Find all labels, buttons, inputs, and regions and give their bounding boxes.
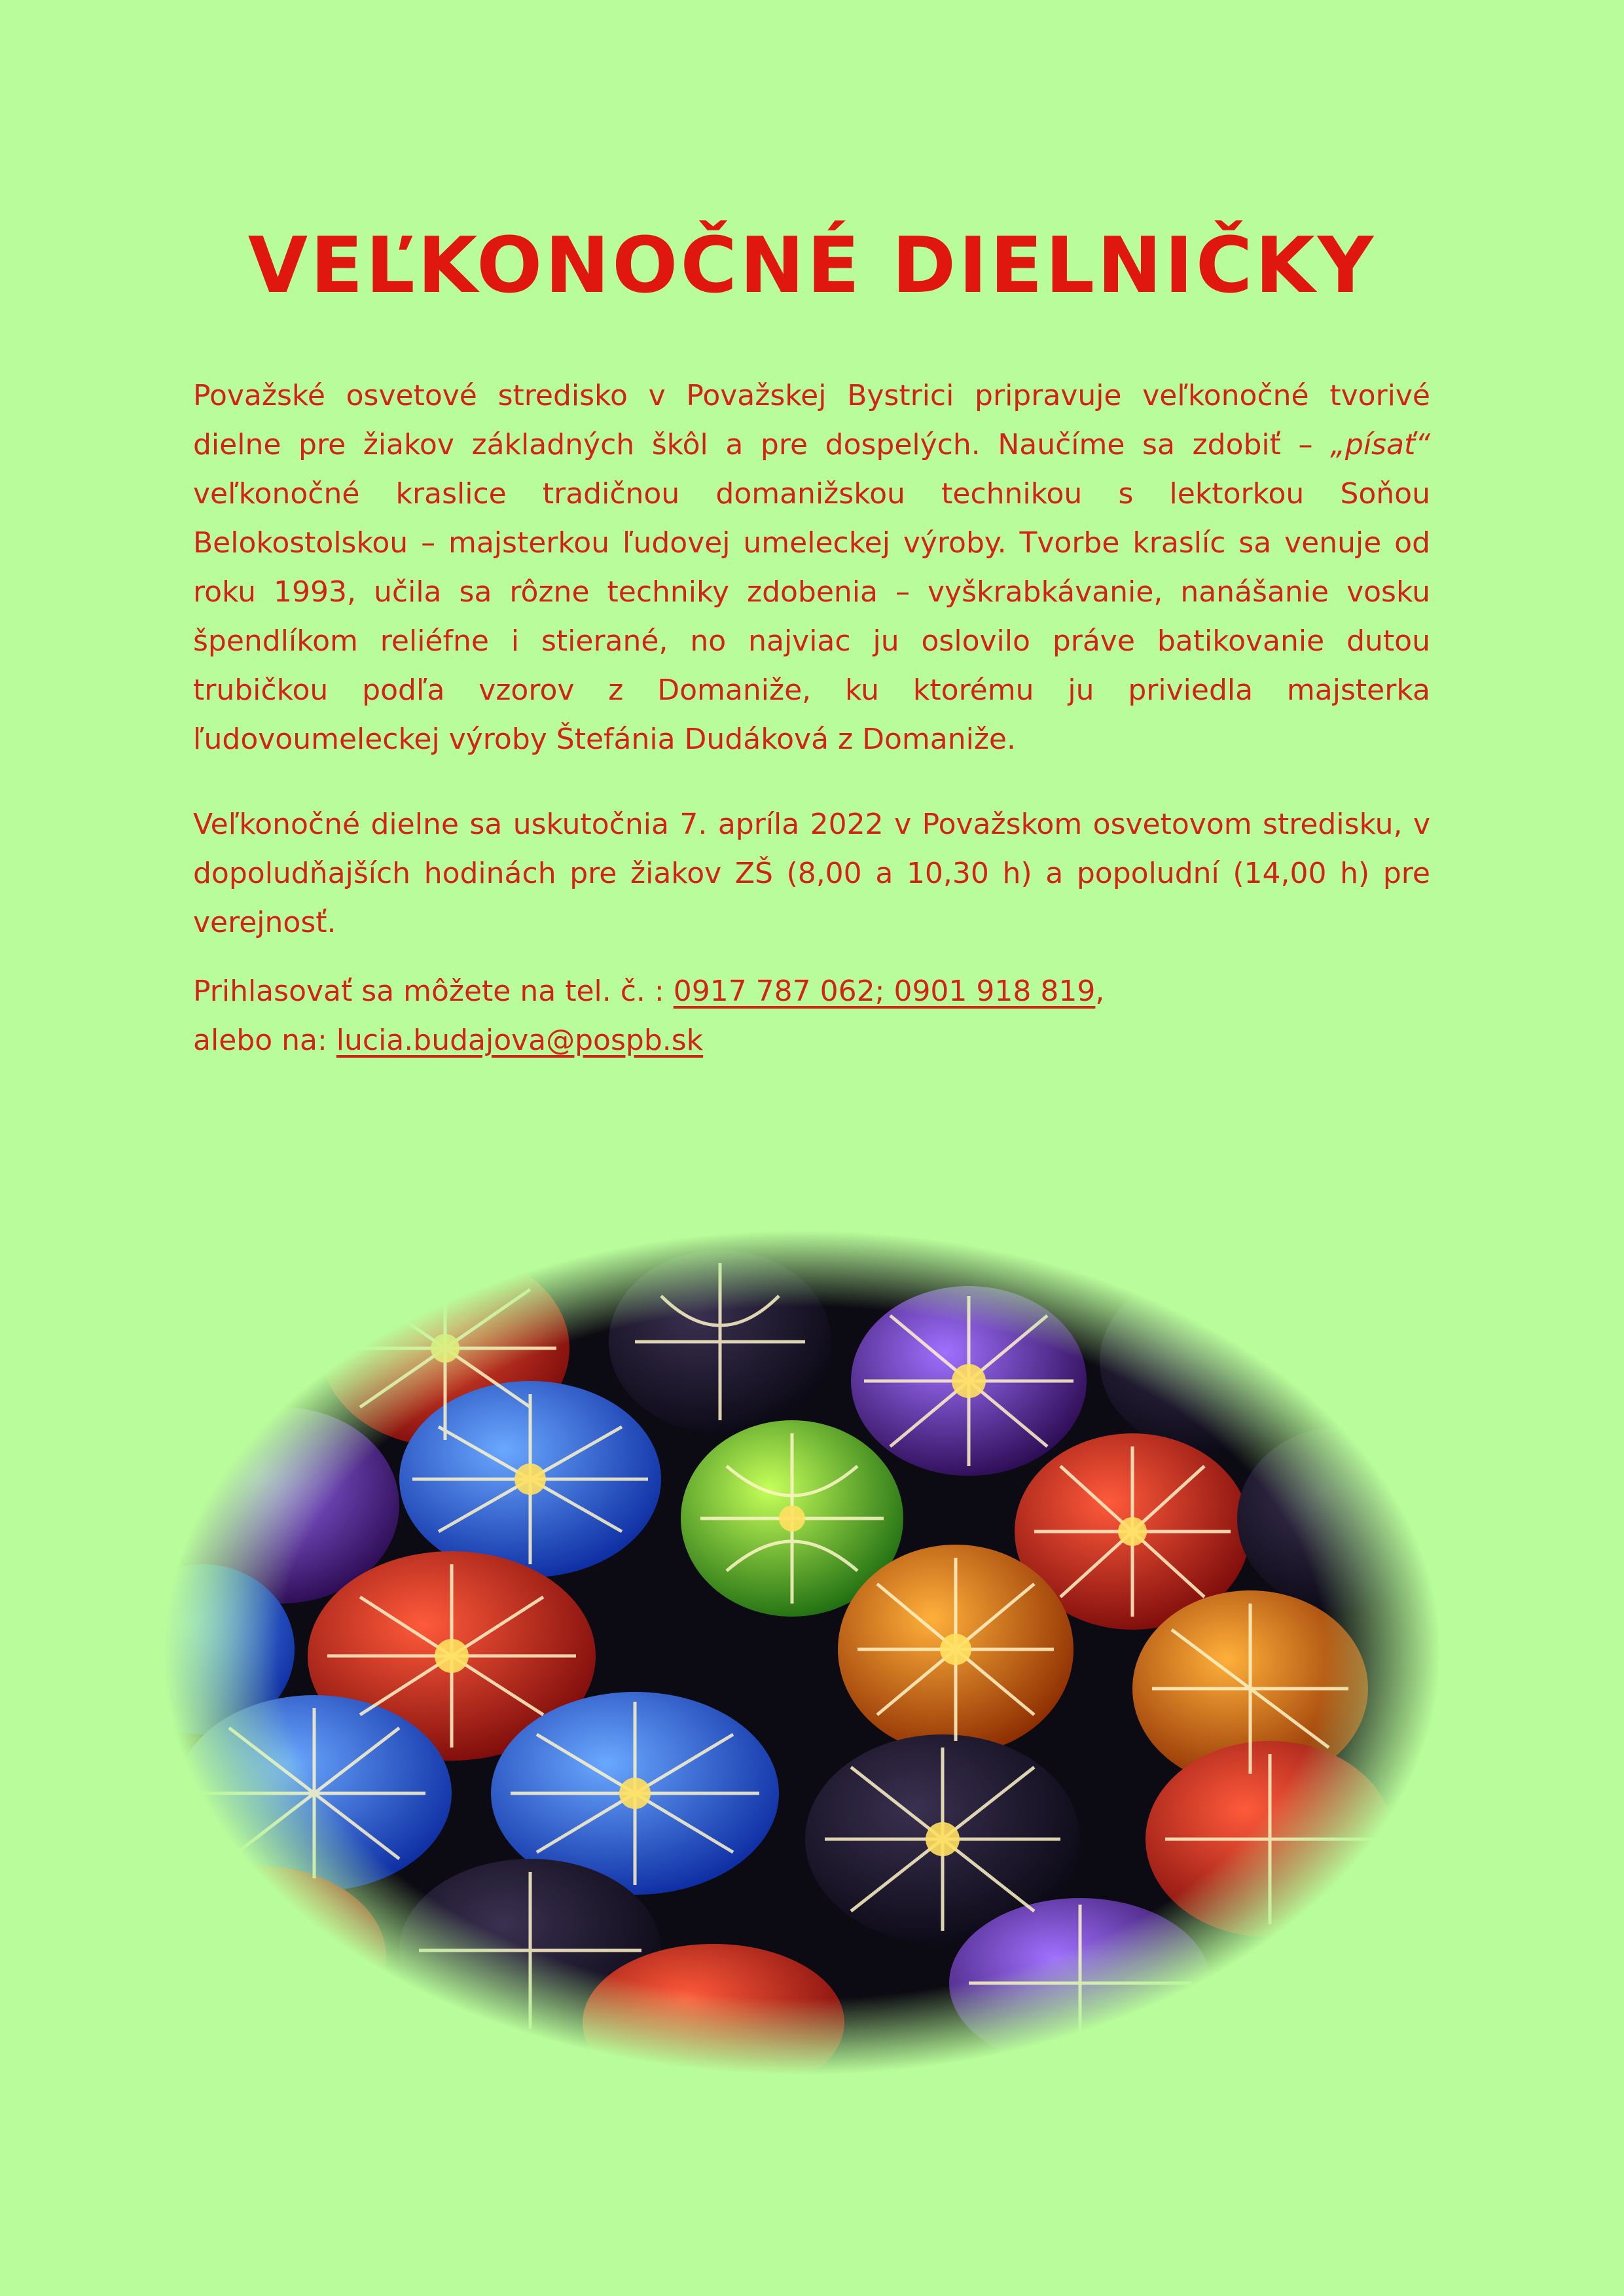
intro-paragraph <box>193 371 1430 764</box>
schedule-paragraph <box>193 800 1430 947</box>
phone-label: Prihlasovať sa môžete na tel. č. : <box>193 975 664 1008</box>
easter-eggs-photo <box>164 1230 1440 2075</box>
phone-link[interactable]: 0917 787 062; 0901 918 819 <box>673 975 1096 1008</box>
intro-emphasis: „písať“ <box>1330 428 1430 461</box>
page-title: VEĽKONOČNÉ DIELNIČKY <box>247 220 1377 310</box>
intro-text-before: Považské osvetové stredisko v Považskej Bystrici pripravuje veľkonočné tvorivé dielne pre žiakov základných škôl a pre dospelých. Naučíme sa zdobiť – <box>193 379 1430 461</box>
intro-text-after: veľkonočné kraslice tradičnou domanižskou technikou s lektorkou Soňou Belokostolskou – majsterkou ľudovej umeleckej výroby. Tvorbe kraslíc sa venuje od roku 1993, učila sa rôzne techniky zdobenia – vyškrabkávanie, nanášanie vosku špendlíkom reliéfne i stierané, no najviac ju oslovilo práve batikovanie dutou trubičkou podľa vzorov z Domaniže, ku ktorému ju priviedla majsterka ľudovoumeleckej výroby Štefánia Dudáková z Domaniže. <box>193 477 1430 756</box>
contact-paragraph: Prihlasovať sa môžete na tel. č. : 0917 787 062; 0901 918 819, alebo na: lucia.budajova@pospb.sk <box>193 975 1105 1057</box>
schedule-text: Veľkonočné dielne sa uskutočnia 7. apríla 2022 v Považskom osvetovom stredisku, v dopoludňajších hodinách pre žiakov ZŠ (8,00 a 10,30 h) a popoludní (14,00 h) pre verejnosť. <box>193 808 1430 939</box>
email-link[interactable]: lucia.budajova@pospb.sk <box>336 1024 704 1057</box>
email-label: alebo na: <box>193 1024 327 1057</box>
